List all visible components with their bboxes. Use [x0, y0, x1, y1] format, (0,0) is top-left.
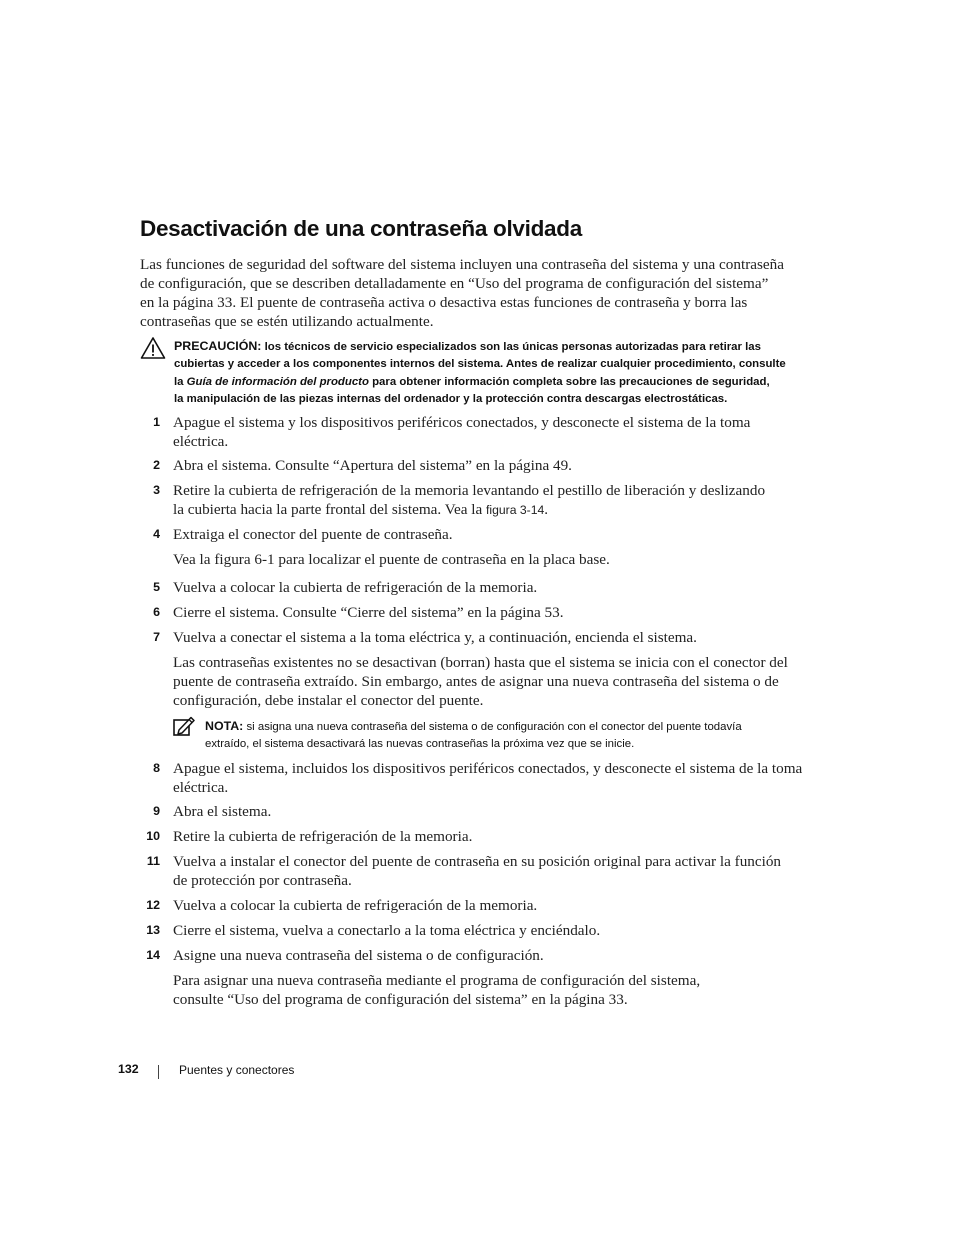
caution-text: [174, 338, 834, 408]
step-line: Asigne una nueva contraseña del sistema o de configuración.: [173, 947, 544, 964]
intro-line: Las funciones de seguridad del software del sistema incluyen una contraseña del sistema y una contraseña: [140, 256, 784, 273]
step-4-followup: [173, 550, 823, 569]
intro-line: contraseñas que se estén utilizando actualmente.: [140, 313, 434, 330]
warning-triangle-icon: [140, 336, 166, 360]
caution-line-pre: la: [174, 375, 187, 388]
step-line: Extraiga el conector del puente de contraseña.: [173, 526, 453, 543]
step-text: [173, 456, 823, 475]
step-line: eléctrica.: [173, 779, 229, 796]
step-number: 3: [153, 483, 160, 497]
step-number: 6: [153, 605, 160, 619]
caution-line: la manipulación de las piezas internas del ordenador y la protección contra descargas electrostáticas.: [174, 392, 728, 405]
step-text: [173, 603, 823, 622]
step-line: Vuelva a colocar la cubierta de refrigeración de la memoria.: [173, 897, 538, 914]
caution-label: PRECAUCIÓN:: [174, 339, 262, 353]
step-text: [173, 852, 823, 890]
step-number: 5: [153, 580, 160, 594]
step-text: [173, 413, 823, 451]
caution-line: cubiertas y acceder a los componentes internos del sistema. Antes de realizar cualquier procedimiento, consulte: [174, 358, 786, 371]
note-line: si asigna una nueva contraseña del sistema o de configuración con el conector del puente todavía: [243, 721, 742, 733]
note-line: extraído, el sistema desactivará las nuevas contraseñas la próxima vez que se inicie.: [205, 738, 635, 750]
step-line: Cierre el sistema. Consulte “Cierre del sistema” en la página 53.: [173, 604, 564, 621]
step-7-followup: [173, 653, 823, 710]
step-text: [173, 628, 823, 647]
intro-line: en la página 33. El puente de contraseña activa o desactiva estas funciones de contraseña y borra las: [140, 294, 748, 311]
note-label: NOTA:: [205, 719, 244, 733]
step-line: Vuelva a instalar el conector del puente de contraseña en su posición original para activar la función: [173, 853, 782, 870]
step-line: Abra el sistema.: [173, 803, 272, 820]
step-line: Retire la cubierta de refrigeración de la memoria.: [173, 828, 473, 845]
step-number: 8: [153, 761, 160, 775]
step-line: Vuelva a colocar la cubierta de refrigeración de la memoria.: [173, 579, 538, 596]
figure-reference-link[interactable]: figura 3-14: [486, 503, 545, 517]
step-line: de protección por contraseña.: [173, 872, 352, 889]
caution-line-post: para obtener información completa sobre las precauciones de seguridad,: [368, 375, 770, 388]
step-text: [173, 759, 823, 797]
step-number: 9: [153, 804, 160, 818]
step-text: [173, 946, 823, 965]
step-text: [173, 896, 823, 915]
step-number: 14: [146, 948, 160, 962]
step-line: Abra el sistema. Consulte “Apertura del sistema” en la página 49.: [173, 457, 572, 474]
step-number: 11: [146, 854, 160, 868]
step-text: [173, 921, 823, 940]
step-line: Cierre el sistema, vuelva a conectarlo a la toma eléctrica y enciéndalo.: [173, 922, 601, 939]
step-line: Retire la cubierta de refrigeración de la memoria levantando el pestillo de liberación y deslizando: [173, 482, 766, 499]
para-line: configuración, debe instalar el conector del puente.: [173, 692, 484, 709]
page-title: Desactivación de una contraseña olvidada: [140, 216, 582, 241]
step-number: 4: [153, 527, 160, 541]
para-line: Las contraseñas existentes no se desactivan (borran) hasta que el sistema se inicia con el conector del: [173, 654, 788, 671]
caution-line: los técnicos de servicio especializados son las únicas personas autorizadas para retirar las: [264, 341, 761, 353]
intro-paragraph: [140, 255, 820, 331]
step-text: [173, 802, 823, 821]
step-number: 7: [153, 630, 160, 644]
chapter-title: Puentes y conectores: [179, 1063, 295, 1077]
product-guide-reference: Guía de información del producto: [186, 375, 369, 388]
step-line: eléctrica.: [173, 433, 229, 450]
step-number: 12: [146, 898, 160, 912]
pencil-note-icon: [173, 715, 195, 737]
para-line: Vea la figura 6-1 para localizar el puente de contraseña en la placa base.: [173, 551, 610, 568]
step-text: [173, 578, 823, 597]
page-number: 132: [118, 1062, 139, 1076]
note-text: [205, 718, 825, 753]
para-line: consulte “Uso del programa de configuración del sistema” en la página 33.: [173, 991, 628, 1008]
step-number: 13: [146, 923, 160, 937]
step-line-end: .: [544, 501, 549, 518]
step-line: Apague el sistema, incluidos los dispositivos periféricos conectados, y desconecte el sistema de la toma: [173, 760, 803, 777]
step-number: 1: [153, 415, 160, 429]
step-line: la cubierta hacia la parte frontal del sistema. Vea la: [173, 501, 487, 518]
step-line: Vuelva a conectar el sistema a la toma eléctrica y, a continuación, encienda el sistema.: [173, 629, 697, 646]
step-text: [173, 827, 823, 846]
footer-divider: [158, 1065, 159, 1079]
step-14-followup: [173, 971, 823, 1009]
para-line: Para asignar una nueva contraseña mediante el programa de configuración del sistema,: [173, 972, 701, 989]
step-text: [173, 525, 823, 544]
step-line: Apague el sistema y los dispositivos periféricos conectados, y desconecte el sistema de la toma: [173, 414, 751, 431]
intro-line: de configuración, que se describen detalladamente en “Uso del programa de configuración del sistema”: [140, 275, 769, 292]
step-text: [173, 481, 823, 520]
step-number: 10: [146, 829, 160, 843]
step-number: 2: [153, 458, 160, 472]
para-line: puente de contraseña extraído. Sin embargo, antes de asignar una nueva contraseña del sistema o de: [173, 673, 779, 690]
